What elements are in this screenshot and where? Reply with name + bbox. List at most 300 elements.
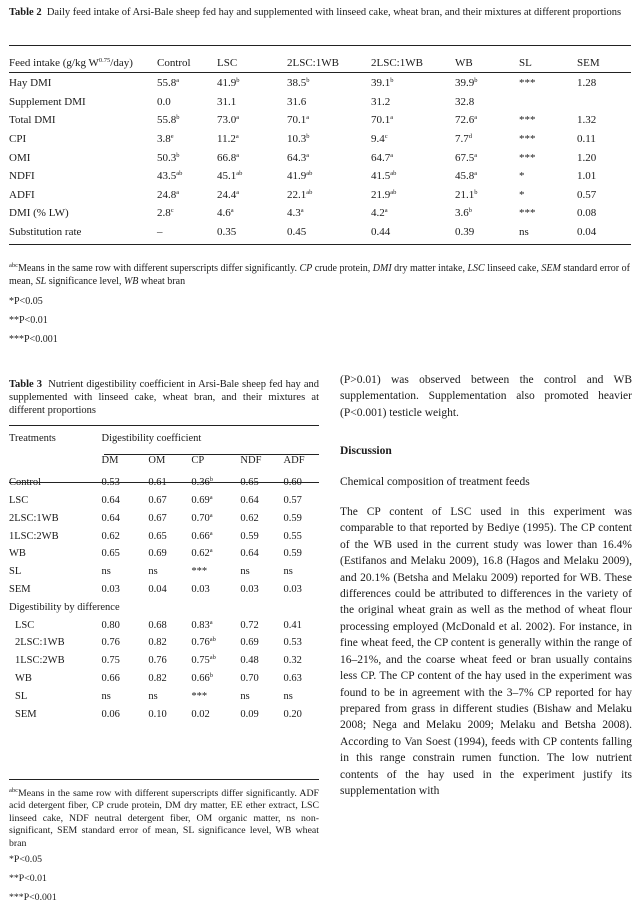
cell-value: ns: [240, 690, 250, 702]
cell-value: 55.8: [157, 114, 177, 127]
cell-value: 0.72: [240, 619, 259, 631]
table-cell: [148, 581, 191, 599]
cell-superscript: a: [236, 188, 240, 196]
cell-superscript: a: [176, 77, 180, 85]
cell-value: 32.8: [455, 95, 475, 108]
row-label: SEM: [15, 708, 37, 720]
table2-significance: [9, 292, 631, 349]
table-cell: [519, 204, 577, 223]
table-cell: [240, 652, 283, 670]
table-row: [9, 634, 319, 652]
table-cell: [102, 581, 149, 599]
cell-value: 0.45: [287, 226, 307, 239]
table-cell: [217, 186, 287, 205]
table-cell: [217, 204, 287, 223]
table-row: [9, 111, 631, 130]
table3-header-row1: [9, 430, 319, 448]
cell-superscript: a: [209, 493, 213, 501]
table-cell: [157, 223, 217, 242]
table2: [9, 52, 631, 241]
header-exponent: 0.75: [98, 57, 111, 64]
cell-value: 0.80: [101, 619, 120, 631]
cell-value: 0.03: [191, 583, 210, 595]
table-cell: [191, 492, 240, 510]
table2-col-header: WB: [455, 57, 473, 69]
row-label: NDFI: [9, 170, 35, 183]
table-cell: [191, 687, 240, 705]
cell-value: 0.02: [191, 708, 210, 720]
table-cell: [371, 93, 455, 112]
cell-superscript: a: [474, 114, 478, 122]
cell-superscript: ab: [306, 170, 313, 178]
table-cell: [519, 223, 577, 242]
footnote-part: crude protein,: [312, 263, 373, 274]
table3-header-group: Digestibility coefficient: [101, 433, 202, 445]
table-cell: [102, 687, 149, 705]
table-cell: [519, 167, 577, 186]
cell-value: 0.67: [148, 494, 167, 506]
cell-superscript: b: [176, 114, 180, 122]
table3-significance: [9, 850, 319, 907]
cell-value: 9.4: [371, 133, 385, 146]
table-cell: [191, 705, 240, 723]
table-cell: [284, 509, 319, 527]
footnote-part: significance level,: [46, 276, 124, 287]
cell-value: 0.59: [283, 548, 302, 560]
cell-value: 39.9: [455, 77, 475, 90]
cell-value: 11.2: [217, 133, 236, 146]
cell-value: 0.70: [240, 672, 259, 684]
footnote-part: wheat bran: [138, 276, 186, 287]
sig-line: *P<0.05: [9, 296, 43, 307]
table-cell: [284, 492, 319, 510]
table-cell: [287, 186, 371, 205]
footnote-part: Means in the same row with different superscripts differ significantly.: [18, 263, 300, 274]
cell-value: 0.67: [148, 512, 167, 524]
table-cell: [157, 186, 217, 205]
table-cell: [240, 670, 283, 688]
table-row: [9, 616, 319, 634]
table-section-row: [9, 598, 319, 616]
cell-value: 0.04: [577, 226, 597, 239]
cell-value: 3.6: [455, 207, 469, 220]
table-cell: [217, 130, 287, 149]
table-cell: [191, 670, 240, 688]
table-row: [9, 509, 319, 527]
cell-value: 10.3: [287, 133, 307, 146]
cell-value: 0.64: [240, 548, 259, 560]
table-cell: [519, 93, 577, 112]
right-column-text: [340, 372, 632, 799]
cell-value: ns: [101, 690, 111, 702]
cell-value: ***: [191, 566, 208, 578]
table-cell: [148, 545, 191, 563]
sig-line: **P<0.01: [9, 873, 47, 885]
cell-superscript: a: [306, 114, 310, 122]
table3-header-treatments: Treatments: [9, 433, 56, 445]
footnote-sup: abc: [9, 262, 19, 269]
cell-value: 1.28: [577, 77, 597, 90]
row-label: Control: [9, 477, 42, 489]
table-cell: [240, 545, 283, 563]
table-cell: [148, 492, 191, 510]
table-cell: [240, 705, 283, 723]
cell-value: 24.4: [217, 188, 237, 201]
table-cell: [240, 509, 283, 527]
cell-value: 0.75: [191, 655, 210, 667]
cell-value: 0.03: [283, 583, 302, 595]
cell-value: 1.32: [577, 114, 597, 127]
table2-caption-text: Daily feed intake of Arsi-Bale sheep fed hay and supplemented with linseed cake, wheat bran, and their mixtures at different proportions: [46, 7, 622, 18]
table-cell: [371, 223, 455, 242]
cell-value: 0.75: [101, 655, 120, 667]
cell-value: 31.6: [287, 95, 307, 108]
table3-caption-text: Nutrient digestibility coefficient in Arsi-Bale sheep fed hay and supplemented with linseed cake, wheat bran, and their mixtures at different proportions: [9, 379, 319, 416]
row-label: 2LSC:1WB: [9, 512, 59, 524]
row-label: SEM: [9, 583, 31, 595]
table-cell: [148, 634, 191, 652]
table-cell: [191, 634, 240, 652]
table-row: [9, 167, 631, 186]
table-cell: [191, 545, 240, 563]
cell-value: 4.6: [217, 207, 231, 220]
row-label: Supplement DMI: [9, 95, 86, 108]
footnote-part: standard error of mean,: [9, 263, 630, 287]
table2-top-rule: [9, 45, 631, 46]
table-cell: [455, 223, 519, 242]
cell-value: 45.8: [455, 170, 475, 183]
cell-value: 64.3: [287, 151, 307, 164]
cell-superscript: b: [209, 476, 214, 484]
footnote-part: dry matter intake,: [391, 263, 468, 274]
table-cell: [284, 581, 319, 599]
table3-col-header: OM: [148, 455, 166, 467]
cell-value: 73.0: [217, 114, 237, 127]
table-cell: [157, 130, 217, 149]
table3: [9, 430, 319, 723]
subsection-heading: Chemical composition of treatment feeds: [340, 475, 530, 488]
table-cell: [577, 148, 631, 167]
cell-value: 39.1: [371, 77, 391, 90]
cell-value: 0.62: [191, 548, 210, 560]
cell-value: 0.66: [101, 672, 120, 684]
cell-value: ns: [519, 226, 529, 239]
table-cell: [102, 634, 149, 652]
table-cell: [240, 563, 283, 581]
cell-value: 0.03: [240, 583, 259, 595]
row-label: WB: [15, 672, 32, 684]
cell-value: 0.41: [283, 619, 302, 631]
cell-value: 4.3: [287, 207, 301, 220]
cell-value: 0.0: [157, 95, 171, 108]
table-cell: [102, 545, 149, 563]
row-label: Hay DMI: [9, 77, 52, 90]
table-cell: [102, 705, 149, 723]
cell-value: 1.01: [577, 170, 597, 183]
table-row: [9, 492, 319, 510]
cell-value: 0.69: [240, 637, 259, 649]
table2-caption: [9, 6, 631, 19]
cell-superscript: ab: [209, 636, 216, 644]
cell-superscript: a: [209, 547, 213, 555]
table-cell: [287, 204, 371, 223]
table-cell: [157, 167, 217, 186]
table3-col-header: NDF: [240, 455, 262, 467]
cell-value: 0.53: [101, 477, 120, 489]
table-cell: [455, 74, 519, 93]
row-label: Substitution rate: [9, 226, 82, 239]
cell-value: 0.57: [577, 188, 597, 201]
footnote-sup: abc: [9, 787, 19, 794]
cell-superscript: a: [176, 188, 180, 196]
table-cell: [455, 186, 519, 205]
cell-value: ns: [101, 566, 111, 578]
cell-value: 50.3: [157, 151, 177, 164]
table2-col-header: SL: [519, 57, 532, 69]
table-cell: [148, 652, 191, 670]
cell-value: 0.82: [148, 637, 167, 649]
table-row: [9, 186, 631, 205]
table-cell: [102, 616, 149, 634]
footnote-part: linseed cake,: [484, 263, 542, 274]
cell-value: 0.10: [148, 708, 167, 720]
row-label: SL: [9, 566, 22, 578]
table-cell: [148, 687, 191, 705]
table-cell: [240, 687, 283, 705]
cell-value: 0.64: [101, 494, 120, 506]
cell-superscript: a: [300, 207, 304, 215]
table-cell: [287, 93, 371, 112]
table-cell: [371, 186, 455, 205]
table2-header-rule: [9, 72, 631, 73]
table-cell: [157, 204, 217, 223]
cell-superscript: b: [306, 133, 310, 141]
table3-col-header: ADF: [283, 455, 305, 467]
cell-value: 0.66: [191, 672, 210, 684]
cell-superscript: a: [209, 529, 213, 537]
table-cell: [455, 130, 519, 149]
table-cell: [287, 74, 371, 93]
table-cell: [102, 527, 149, 545]
table-cell: [455, 148, 519, 167]
cell-value: 22.1: [287, 188, 307, 201]
table-cell: [148, 670, 191, 688]
table3-body: [9, 474, 319, 723]
cell-value: 72.6: [455, 114, 475, 127]
table-cell: [217, 167, 287, 186]
table-cell: [157, 148, 217, 167]
header-left: Feed intake (g/kg W: [9, 57, 99, 69]
cell-value: 1.20: [577, 151, 597, 164]
cell-value: 0.60: [283, 477, 302, 489]
cell-value: 0.68: [148, 619, 167, 631]
table-cell: [284, 563, 319, 581]
table2-col-header: SEM: [577, 57, 600, 69]
table-cell: [455, 111, 519, 130]
table2-header-row: [9, 52, 631, 74]
row-label: WB: [9, 548, 26, 560]
cell-value: 0.83: [191, 619, 210, 631]
table-cell: [519, 186, 577, 205]
cell-value: *: [519, 170, 525, 183]
table-cell: [191, 616, 240, 634]
table-cell: [217, 148, 287, 167]
cell-superscript: b: [236, 77, 240, 85]
cell-value: ***: [519, 151, 536, 164]
cell-value: 3.8: [157, 133, 171, 146]
cell-value: ***: [519, 114, 536, 127]
table-cell: [240, 581, 283, 599]
cell-value: 0.65: [148, 530, 167, 542]
table-cell: [287, 223, 371, 242]
table3-footnote-text: [9, 788, 319, 850]
cell-value: 0.04: [148, 583, 167, 595]
table-cell: [191, 652, 240, 670]
table-cell: [577, 204, 631, 223]
cell-value: 0.57: [283, 494, 302, 506]
table-cell: [148, 705, 191, 723]
cell-value: 38.5: [287, 77, 307, 90]
row-label: 2LSC:1WB: [15, 637, 65, 649]
table-cell: [284, 616, 319, 634]
cell-superscript: ab: [390, 188, 397, 196]
cell-superscript: b: [474, 77, 478, 85]
cell-value: 43.5: [157, 170, 177, 183]
cell-value: 0.32: [283, 655, 302, 667]
table-cell: [371, 148, 455, 167]
cell-value: 31.2: [371, 95, 391, 108]
table-row: [9, 148, 631, 167]
cell-superscript: c: [170, 207, 174, 215]
table3-header-row2: [9, 448, 319, 474]
cell-value: 0.66: [191, 530, 210, 542]
table-row: [9, 581, 319, 599]
cell-value: 0.76: [101, 637, 120, 649]
row-label: LSC: [15, 619, 35, 631]
table-cell: [371, 167, 455, 186]
table-cell: [284, 687, 319, 705]
table2-col-header: 2LSC:1WB: [287, 57, 339, 69]
table-cell: [102, 492, 149, 510]
table-row: [9, 527, 319, 545]
table-cell: [284, 705, 319, 723]
table-cell: [217, 74, 287, 93]
cell-superscript: b: [468, 207, 472, 215]
table2-col-header: 2LSC:1WB: [371, 57, 423, 69]
table-cell: [287, 167, 371, 186]
cell-value: 24.8: [157, 188, 177, 201]
cell-superscript: a: [390, 114, 394, 122]
table-cell: [191, 509, 240, 527]
cell-value: 45.1: [217, 170, 237, 183]
table-cell: [284, 527, 319, 545]
sig-line: ***P<0.001: [9, 892, 57, 904]
cell-value: 0.59: [240, 530, 259, 542]
cell-superscript: ab: [236, 170, 243, 178]
table-cell: [157, 93, 217, 112]
table-cell: [102, 670, 149, 688]
cell-value: 4.2: [371, 207, 385, 220]
table-cell: [148, 563, 191, 581]
cell-superscript: b: [474, 188, 478, 196]
cell-value: 0.82: [148, 672, 167, 684]
table-row: [9, 74, 631, 93]
table-cell: [148, 616, 191, 634]
table-cell: [240, 616, 283, 634]
cell-value: 41.9: [217, 77, 237, 90]
table-cell: [240, 527, 283, 545]
cell-value: 66.8: [217, 151, 237, 164]
section-label: Digestibility by difference: [9, 601, 120, 613]
cell-superscript: ab: [209, 654, 216, 662]
table2-col-header: LSC: [217, 57, 238, 69]
abbr: DMI: [372, 263, 392, 274]
cell-value: 31.1: [217, 95, 237, 108]
abbr: SL: [35, 276, 47, 287]
cell-value: 0.09: [240, 708, 259, 720]
cell-value: 0.20: [283, 708, 302, 720]
table-cell: [519, 148, 577, 167]
table-row: [9, 130, 631, 149]
cell-superscript: a: [235, 133, 239, 141]
row-label: ADFI: [9, 188, 35, 201]
cell-value: 55.8: [157, 77, 177, 90]
cell-value: 0.62: [101, 530, 120, 542]
cell-value: *: [519, 188, 525, 201]
cell-value: 0.11: [577, 133, 596, 146]
cell-value: 0.53: [283, 637, 302, 649]
table3-header-rule: [9, 482, 319, 483]
row-label: Total DMI: [9, 114, 56, 127]
table-cell: [577, 111, 631, 130]
cell-superscript: ab: [390, 170, 397, 178]
sig-line: **P<0.01: [9, 315, 48, 326]
table-cell: [217, 223, 287, 242]
cell-value: 0.61: [148, 477, 167, 489]
cell-value: 0.06: [101, 708, 120, 720]
cell-value: 21.1: [455, 188, 475, 201]
abbr: SEM: [541, 263, 561, 274]
table-cell: [519, 130, 577, 149]
abbr: LSC: [467, 263, 485, 274]
paragraph: The CP content of LSC used in this experiment was comparable to that reported by Bediye (1995). The CP content of the WB used in the current study was lower than 16.4% (Estifanos and Melaku 2009), 16.8 (Hagos and Melaku 2009), and 20.1% (Betsha and Melaku 2009) reported for WB. These differences could be attributed to differences in the variety of the original wheat grain as well as the method of wheat flour processing employed (McDonald et al. 2002). For instance, in fine wheat feed, the CP content is generally within the range of 16–21%, and the coarse wheat feed or bran usually contains less CP. The CP content of the hay used in the experiment was found to be in agreement with the 3–7% CP reported for hay prepared from grass in different studies (Bishaw and Melaku 2008; Nega and Melaku 2009; Melaku and Betsha 2008). According to Van Soest (1994), feeds with CP contents falling in this range constrain rumen function. The low nutrient contents of the hay used in the experiment justify its supplementation with: [340, 506, 632, 797]
abbr: WB: [123, 276, 139, 287]
table-cell: [240, 634, 283, 652]
cell-value: 70.1: [287, 114, 307, 127]
cell-value: 41.9: [287, 170, 307, 183]
header-right: /day): [110, 57, 133, 69]
cell-value: ***: [519, 77, 536, 90]
table-cell: [371, 204, 455, 223]
row-label: 1LSC:2WB: [15, 655, 65, 667]
table3-group-rule: [104, 454, 319, 455]
table-cell: [284, 545, 319, 563]
cell-value: ns: [240, 566, 250, 578]
abbr: CP: [299, 263, 313, 274]
table-cell: [519, 74, 577, 93]
cell-value: 0.55: [283, 530, 302, 542]
paragraph: (P>0.01) was observed between the control and WB supplementation. Supplementation also promoted heavier (P<0.001) testicle weight.: [340, 374, 632, 419]
row-label: CPI: [9, 133, 27, 146]
table-row: [9, 204, 631, 223]
table-cell: [519, 111, 577, 130]
cell-value: ns: [283, 566, 293, 578]
table2-footnote-text: [9, 262, 631, 288]
cell-superscript: b: [209, 671, 214, 679]
cell-value: –: [157, 226, 163, 239]
table3-col-header: CP: [191, 455, 205, 467]
table-cell: [284, 634, 319, 652]
